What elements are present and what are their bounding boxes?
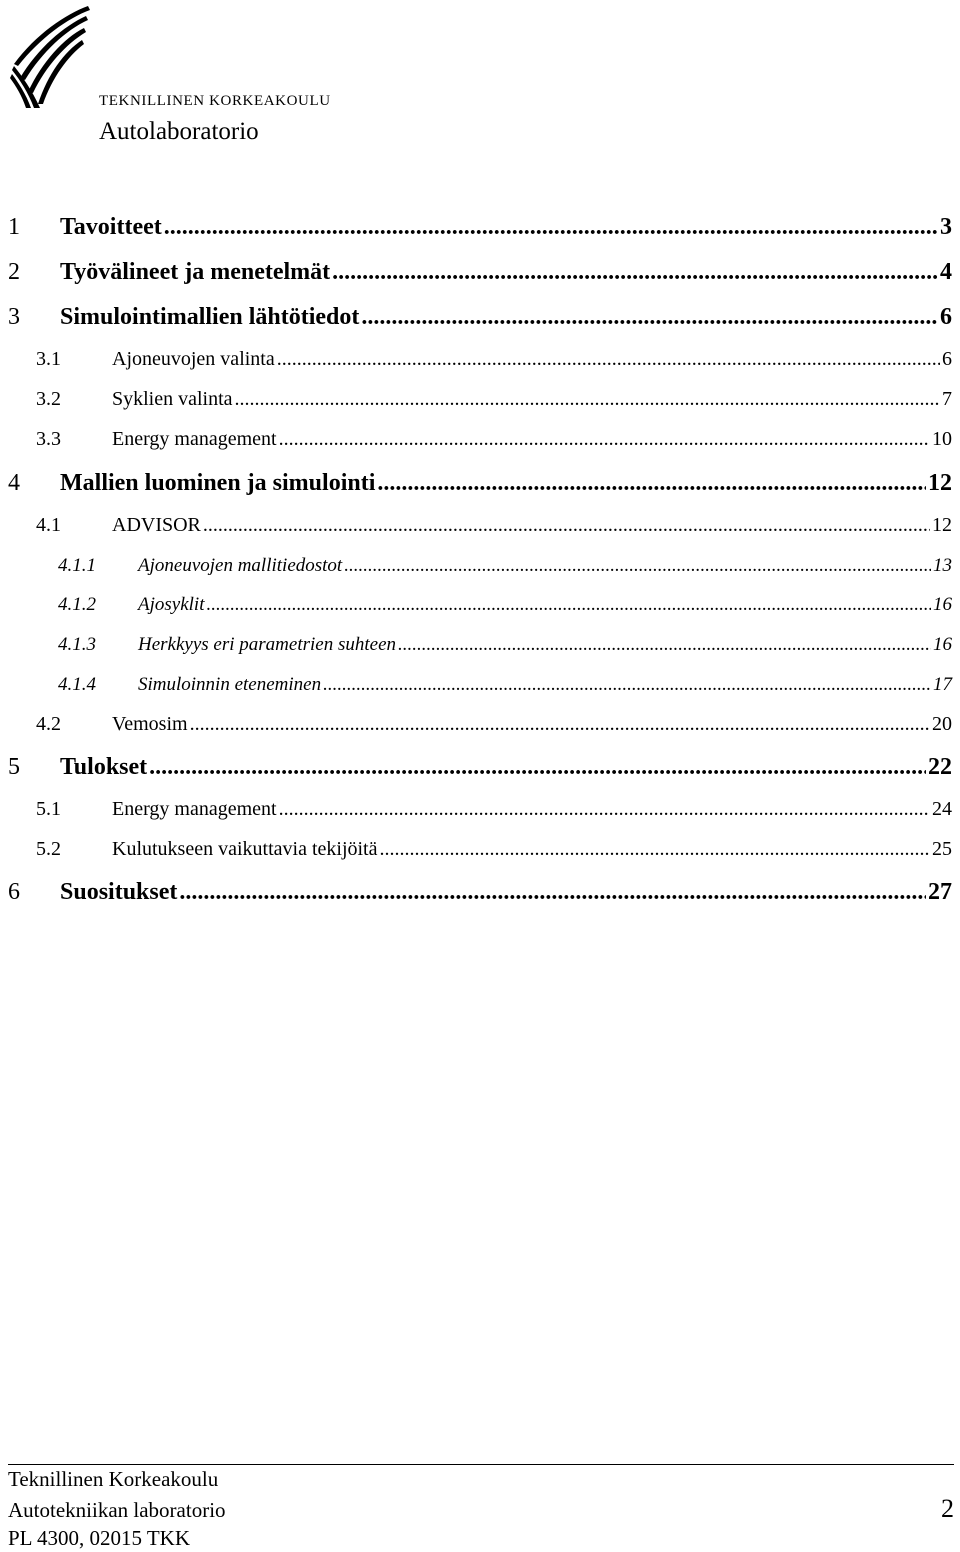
toc-dot-leader [361,304,938,331]
toc-dot-leader [377,470,926,497]
toc-entry-title: Kulutukseen vaikuttavia tekijöitä [112,838,378,860]
toc-dot-leader [344,555,931,577]
toc-entry-number: 4.1.3 [58,634,96,655]
toc-entry-title: Mallien luominen ja simulointi [60,470,376,496]
toc-entry-page: 22 [928,754,952,780]
toc-entry-number: 4.1.2 [58,594,96,615]
toc-entry-page: 12 [932,514,952,536]
toc-entry-page: 4 [940,259,952,285]
toc-entry-title: Ajoneuvojen valinta [112,348,275,370]
toc-entry-title: ADVISOR [112,514,201,536]
toc-dot-leader [398,634,931,656]
toc-entry-title: Simulointimallien lähtötiedot [60,304,360,330]
toc-entry[interactable] [8,594,952,616]
toc-entry-title: Työvälineet ja menetelmät [60,259,331,285]
toc-entry[interactable] [8,259,952,286]
toc-entry-page: 27 [928,879,952,905]
toc-entry-page: 13 [933,555,952,576]
toc-dot-leader [149,754,926,781]
toc-dot-leader [206,594,931,616]
toc-entry[interactable] [8,879,952,906]
toc-entry-title: Vemosim [112,713,188,735]
toc-entry[interactable] [8,428,952,451]
toc-entry[interactable] [8,634,952,656]
toc-entry-number: 1 [8,214,20,240]
toc-entry[interactable] [8,713,952,736]
toc-entry[interactable] [8,674,952,696]
toc-entry-title: Syklien valinta [112,388,233,410]
toc-entry-title: Ajosyklit [138,594,205,615]
toc-entry-number: 4.1 [36,514,61,536]
toc-entry-page: 12 [928,470,952,496]
toc-entry[interactable] [8,754,952,781]
toc-dot-leader [323,674,931,696]
toc-dot-leader [279,428,930,451]
toc-entry-page: 16 [933,594,952,615]
toc-entry[interactable] [8,348,952,371]
toc-entry-number: 6 [8,879,20,905]
toc-entry-number: 2 [8,259,20,285]
organization-name: TEKNILLINEN KORKEAKOULU [99,93,331,109]
toc-entry-number: 4 [8,470,20,496]
footer-divider [8,1464,954,1465]
toc-entry-number: 4.1.1 [58,555,96,576]
toc-dot-leader [279,798,930,821]
university-logo-icon [6,4,92,110]
toc-dot-leader [203,514,930,537]
toc-entry-number: 3.1 [36,348,61,370]
toc-entry-page: 10 [932,428,952,450]
toc-dot-leader [235,388,940,411]
toc-entry-page: 20 [932,713,952,735]
toc-entry-title: Tavoitteet [60,214,162,240]
footer-laboratory: Autotekniikan laboratorio [8,1498,226,1522]
page-number: 2 [941,1494,954,1523]
toc-entry-title: Ajoneuvojen mallitiedostot [138,555,343,576]
toc-entry-page: 17 [933,674,952,695]
toc-entry[interactable] [8,470,952,497]
toc-entry-title: Energy management [112,798,277,820]
toc-dot-leader [380,838,931,861]
toc-entry[interactable] [8,555,952,577]
toc-entry-number: 3 [8,304,20,330]
toc-entry-number: 4.2 [36,713,61,735]
toc-entry-number: 5.1 [36,798,61,820]
toc-entry[interactable] [8,798,952,821]
toc-entry-number: 3.2 [36,388,61,410]
toc-dot-leader [190,713,930,736]
toc-entry-page: 3 [940,214,952,240]
toc-entry[interactable] [8,214,952,241]
toc-entry[interactable] [8,388,952,411]
toc-entry[interactable] [8,838,952,861]
toc-entry-title: Suositukset [60,879,178,905]
toc-dot-leader [179,879,926,906]
toc-entry-title: Simuloinnin eteneminen [138,674,322,695]
toc-entry-number: 5 [8,754,20,780]
toc-entry-page: 25 [932,838,952,860]
toc-entry-page: 6 [942,348,952,370]
footer-institution: Teknillinen Korkeakoulu [8,1467,219,1491]
toc-entry[interactable] [8,514,952,537]
toc-entry-number: 4.1.4 [58,674,96,695]
toc-entry-page: 24 [932,798,952,820]
footer-address: PL 4300, 02015 TKK [8,1526,191,1550]
department-name: Autolaboratorio [99,118,259,145]
toc-entry[interactable] [8,304,952,331]
toc-entry-title: Herkkyys eri parametrien suhteen [138,634,397,655]
toc-dot-leader [277,348,940,371]
toc-entry-number: 3.3 [36,428,61,450]
toc-entry-title: Tulokset [60,754,148,780]
toc-entry-page: 7 [942,388,952,410]
toc-entry-title: Energy management [112,428,277,450]
toc-entry-page: 16 [933,634,952,655]
toc-entry-number: 5.2 [36,838,61,860]
toc-dot-leader [332,259,938,286]
toc-entry-page: 6 [940,304,952,330]
toc-dot-leader [164,214,938,241]
